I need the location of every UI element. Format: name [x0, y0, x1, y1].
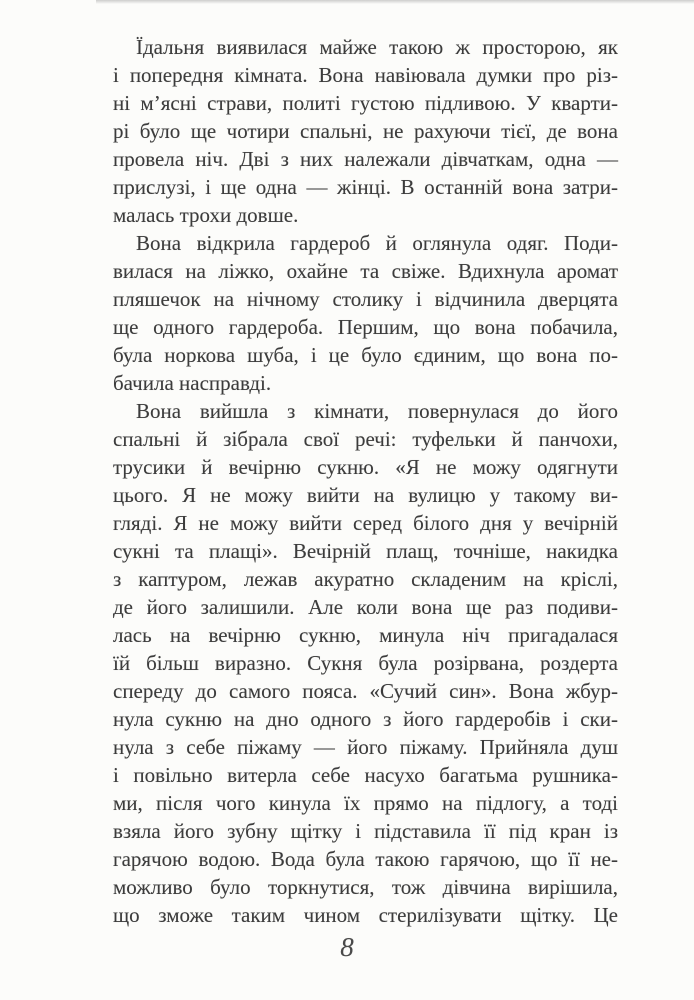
text-line: ні м’ясні страви, политі густою підливою. У кварти- — [113, 91, 618, 115]
text-line: нула з себе піжаму — його піжаму. Прийняла душ — [113, 735, 618, 759]
text-line: провела ніч. Дві з них належали дівчаткам, одна — — [113, 147, 618, 171]
text-line: гляді. Я не можу вийти серед білого дня у вечірній — [113, 511, 618, 535]
scan-edge-artifact — [0, 0, 694, 4]
text-line: вилася на ліжко, охайне та свіже. Вдихнула аромат — [113, 259, 618, 283]
text-line: малась трохи довше. — [113, 203, 299, 227]
text-line: цього. Я не можу вийти на вулицю у такому ви- — [113, 483, 618, 507]
text-line: де його залишили. Але коли вона ще раз подиви- — [113, 595, 618, 619]
text-line: можливо було торкнутися, тож дівчина вирішила, — [113, 875, 618, 899]
scan-edge-gap — [0, 0, 96, 5]
text-line: була норкова шуба, і це було єдиним, що вона по- — [113, 343, 618, 367]
text-line: сукні та плащі». Вечірній плащ, точніше, накидка — [113, 539, 618, 563]
paragraph — [113, 33, 618, 229]
page-number: 8 — [340, 932, 354, 962]
text-line: взяла його зубну щітку і підставила її під кран із — [113, 819, 618, 843]
paragraph — [113, 229, 618, 397]
text-line: з каптуром, лежав акуратно складеним на кріслі, — [113, 567, 618, 591]
paragraph — [113, 397, 618, 929]
text-line: прислузі, і ще одна — жінці. В останній вона затри- — [113, 175, 618, 199]
text-line: лась на вечірню сукню, минула ніч пригадалася — [113, 623, 618, 647]
body-text-block — [113, 33, 618, 929]
text-line: трусики й вечірню сукню. «Я не можу одягнути — [113, 455, 618, 479]
text-line: їй більш виразно. Сукня була розірвана, роздерта — [113, 651, 618, 675]
text-line: ще одного гардероба. Першим, що вона побачила, — [113, 315, 618, 339]
text-line: ми, після чого кинула їх прямо на підлогу, а тоді — [113, 791, 618, 815]
text-line: нула сукню на дно одного з його гардеробів і ски- — [113, 707, 618, 731]
text-line: спальні й зібрала свої речі: туфельки й панчохи, — [113, 427, 618, 451]
text-line: і повільно витерла себе насухо багатьма рушника- — [113, 763, 618, 787]
text-line: рі було ще чотири спальні, не рахуючи тієї, де вона — [113, 119, 618, 143]
text-line: спереду до самого пояса. «Сучий син». Вона жбур- — [113, 679, 618, 703]
text-line: гарячою водою. Вода була такою гарячою, що її не- — [113, 847, 618, 871]
text-line: Вона вийшла з кімнати, повернулася до його — [136, 399, 618, 423]
text-line: пляшечок на нічному столику і відчинила дверцята — [113, 287, 618, 311]
text-line: Вона відкрила гардероб й оглянула одяг. Поди- — [136, 231, 618, 255]
text-line: бачила насправді. — [113, 371, 272, 395]
text-line: що зможе таким чином стерилізувати щітку. Це — [113, 903, 618, 927]
text-line: Їдальня виявилася майже такою ж просторою, як — [136, 35, 618, 59]
text-line: і попередня кімната. Вона навіювала думки про різ- — [113, 63, 618, 87]
